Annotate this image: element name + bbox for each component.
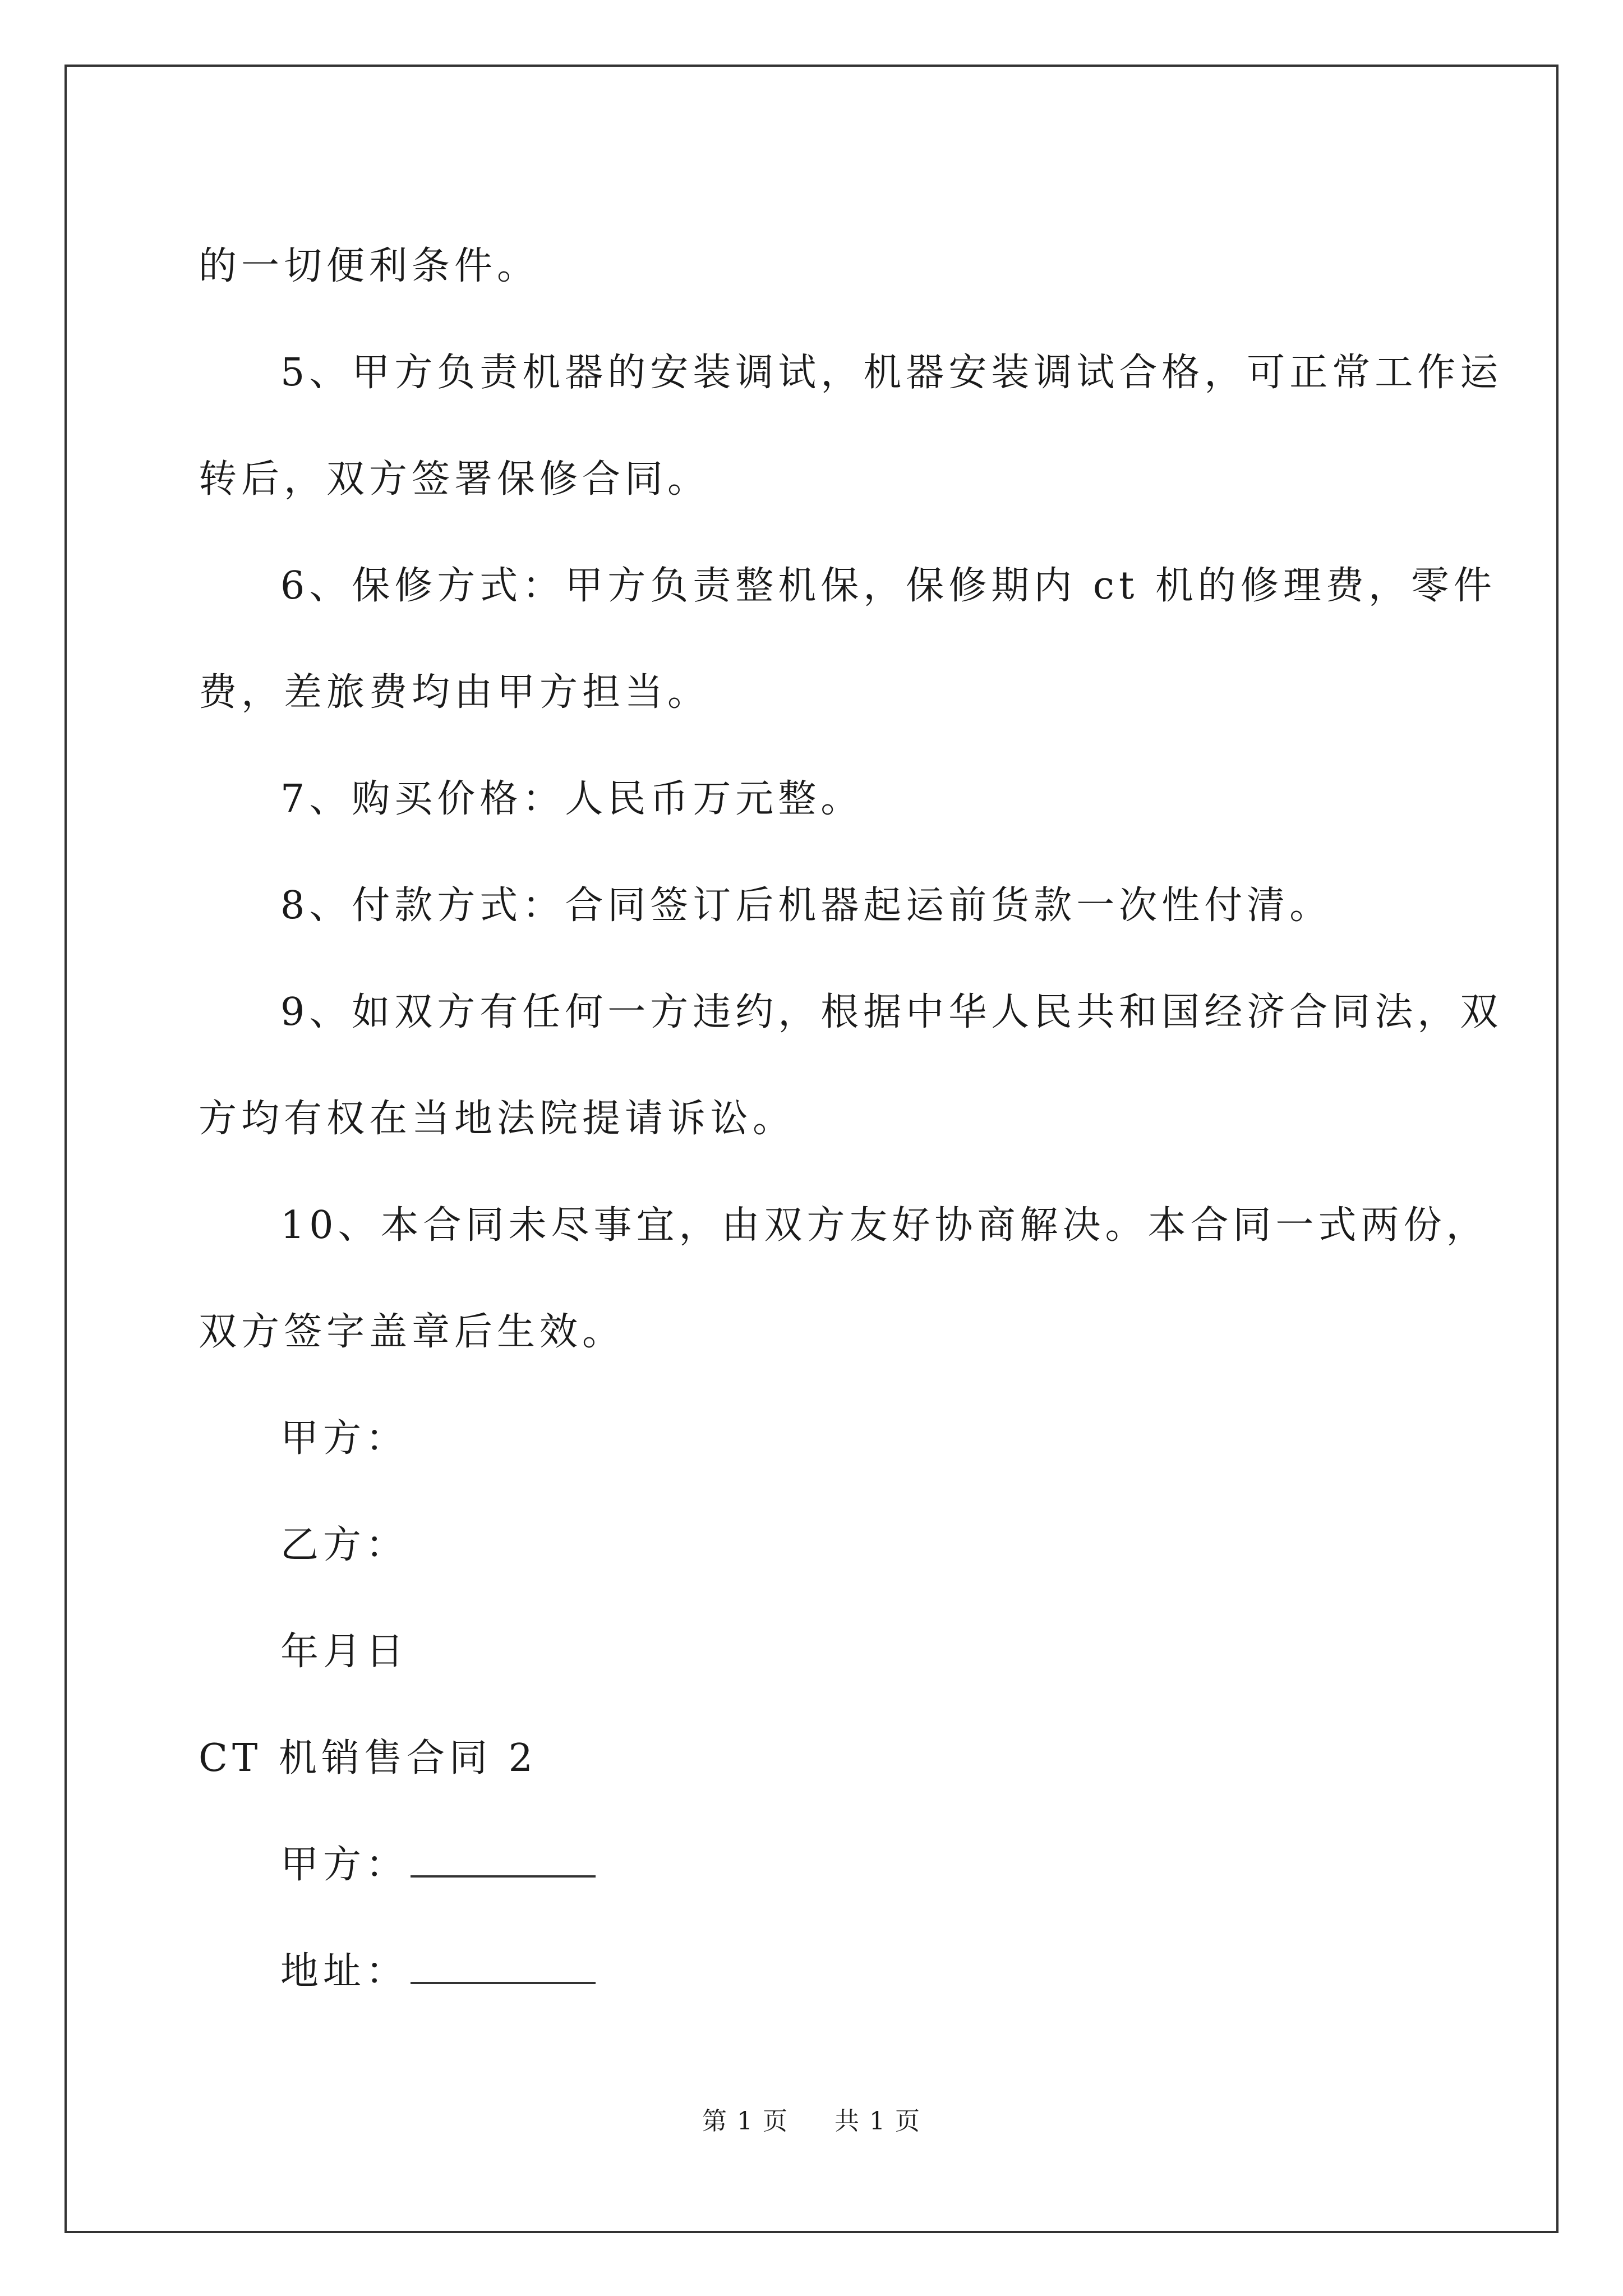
clause-8: 8、付款方式：合同签订后机器起运前货款一次性付清。 bbox=[280, 884, 1332, 928]
address-field bbox=[199, 1918, 1432, 2025]
party-a-field bbox=[199, 1812, 1432, 1918]
party-a-signature: 甲方： bbox=[280, 1416, 409, 1461]
page-footer bbox=[0, 2101, 1623, 2137]
text-line: 的一切便利条件。 bbox=[199, 244, 540, 288]
page-total: 共 1 页 bbox=[834, 2107, 921, 2136]
clause-9-line-2: 方均有权在当地法院提请诉讼。 bbox=[199, 1097, 796, 1141]
document-body bbox=[199, 213, 1503, 2025]
address-label: 地址： bbox=[280, 1949, 409, 1994]
page-number: 第 1 页 bbox=[702, 2107, 789, 2136]
party-a-label: 甲方： bbox=[280, 1843, 409, 1887]
clause-5-line-2: 转后，双方签署保修合同。 bbox=[199, 457, 711, 501]
clause-6-line-1: 6、保修方式：甲方负责整机保，保修期内 ct 机的修理费，零件 bbox=[280, 564, 1496, 608]
address-blank bbox=[411, 1977, 596, 1984]
clause-10-line-2: 双方签字盖章后生效。 bbox=[199, 1310, 625, 1354]
clause-5-line-1: 5、甲方负责机器的安装调试，机器安装调试合格，可正常工作运 bbox=[280, 351, 1503, 395]
clause-6-line-2: 费，差旅费均由甲方担当。 bbox=[199, 670, 711, 715]
party-b-signature: 乙方： bbox=[280, 1523, 409, 1567]
date-line: 年月日 bbox=[280, 1630, 409, 1674]
clause-7: 7、购买价格：人民币万元整。 bbox=[280, 777, 864, 821]
clause-9-line-1: 9、如双方有任何一方违约，根据中华人民共和国经济合同法，双 bbox=[280, 990, 1503, 1034]
party-a-blank bbox=[411, 1871, 596, 1878]
clause-10-line-1: 10、本合同未尽事宜，由双方友好协商解决。本合同一式两份， bbox=[280, 1203, 1489, 1248]
section-title: CT 机销售合同 2 bbox=[199, 1736, 537, 1780]
